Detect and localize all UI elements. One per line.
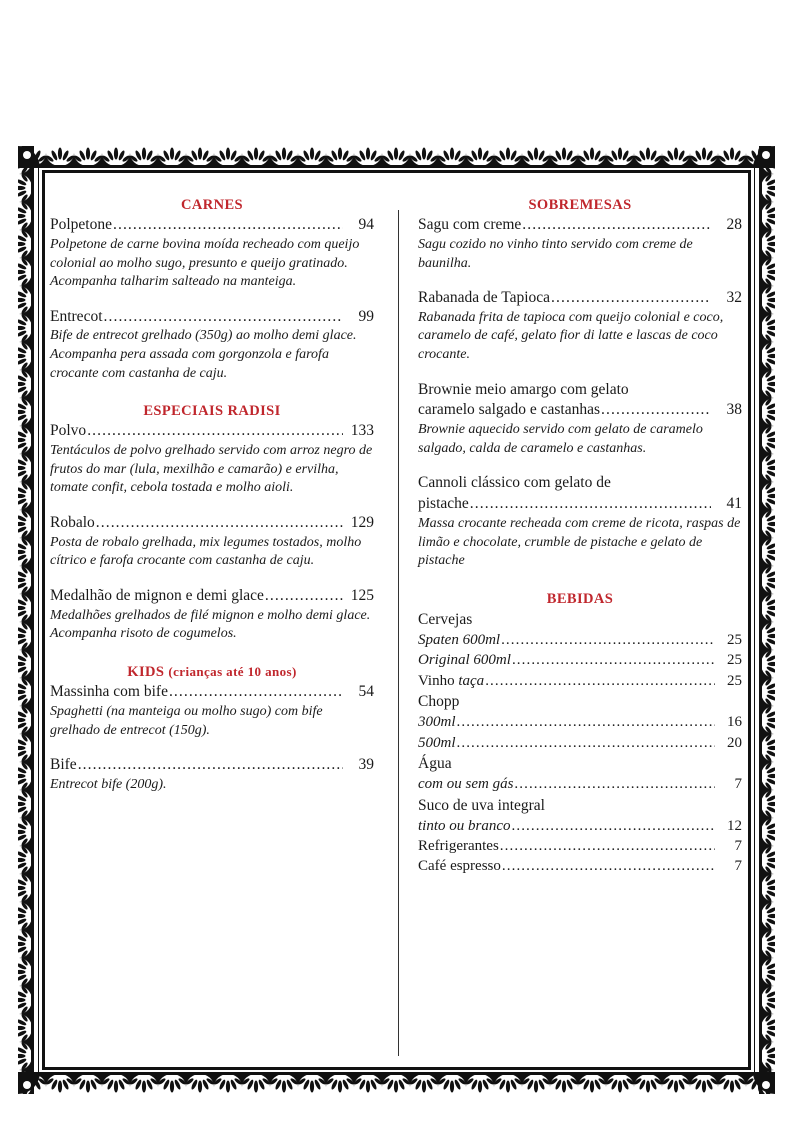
- menu-item: [50, 421, 374, 498]
- drink-group-cervejas: [418, 609, 742, 671]
- item-price-line: [50, 682, 374, 703]
- ornament-corner-bottom-left: [18, 1072, 40, 1094]
- item-price-line: [50, 421, 374, 442]
- section-heading-carnes: CARNES: [180, 197, 244, 213]
- drink-price: 25: [727, 672, 742, 689]
- item-price-line: [50, 215, 374, 236]
- item-price: 32: [726, 289, 742, 307]
- drink-price: 25: [727, 632, 742, 649]
- drink-group-chopp: [418, 691, 742, 753]
- drink-line: [418, 816, 742, 836]
- item-price-line: [418, 288, 742, 309]
- dot-leader: [78, 755, 343, 776]
- dot-leader: [104, 307, 343, 328]
- ornament-border-right: [753, 146, 775, 1094]
- dot-leader: [502, 856, 715, 876]
- dot-leader: [501, 630, 715, 650]
- item-price: 94: [358, 216, 374, 234]
- dot-leader: [551, 288, 711, 309]
- item-price-line: [418, 400, 742, 421]
- dot-leader: [514, 774, 715, 794]
- menu-item: [50, 307, 374, 384]
- drink-group-vinho: [418, 671, 742, 691]
- section-heading-especiais-radisi: ESPECIAIS RADISI: [143, 403, 281, 420]
- drink-line: [418, 733, 742, 753]
- drink-price: 7: [734, 858, 742, 875]
- dot-leader: [87, 421, 343, 442]
- dot-leader: [470, 494, 711, 515]
- item-price: 28: [726, 216, 742, 234]
- drink-name: com ou sem gás: [418, 776, 514, 793]
- item-name-first-line: Cannoli clássico com gelato de: [418, 474, 611, 492]
- item-name: Massinha com bife: [50, 683, 168, 701]
- item-price-line: [50, 307, 374, 328]
- menu-item: [50, 215, 374, 292]
- menu-item: [50, 682, 374, 740]
- drink-name-roman: Vinho: [418, 672, 459, 689]
- item-description: Spaghetti (na manteiga ou molho sugo) com bife grelhado de entrecot (150g).: [50, 703, 323, 738]
- drink-price: 7: [734, 837, 742, 854]
- drink-name: 500ml: [418, 734, 456, 751]
- drink-price: 20: [727, 734, 742, 751]
- item-price-line: [418, 494, 742, 515]
- item-name: caramelo salgado e castanhas: [418, 401, 601, 419]
- section-heading-kids-sub: (crianças até 10 anos): [168, 664, 297, 679]
- menu-item: [50, 755, 374, 794]
- item-name: pistache: [418, 495, 469, 513]
- item-description: Bife de entrecot grelhado (350g) ao molho demi glace. Acompanha pera assada com gorgonzola e farofa crocante com castanha de caju.: [50, 328, 357, 381]
- item-price-line: [418, 215, 742, 236]
- drink-price: 25: [727, 652, 742, 669]
- item-description: Rabanada frita de tapioca com queijo colonial e coco, caramelo de café, gelato fior di latte e lascas de coco crocante.: [418, 309, 724, 363]
- item-price: 129: [350, 514, 374, 532]
- item-name: Entrecot: [50, 307, 103, 325]
- item-price-line: [50, 513, 374, 534]
- dot-leader: [500, 836, 715, 856]
- item-price: 54: [358, 683, 374, 701]
- dot-leader: [113, 215, 343, 236]
- section-heading-bebidas: BEBIDAS: [546, 590, 614, 607]
- drink-group-label: Chopp: [418, 693, 460, 711]
- item-name: Sagu com creme: [418, 216, 522, 234]
- item-price-line: [50, 586, 374, 607]
- menu-item: [418, 215, 742, 273]
- item-name: Rabanada de Tapioca: [418, 289, 551, 307]
- drink-name: 300ml: [418, 714, 456, 731]
- dot-leader: [96, 513, 343, 534]
- item-name: Bife: [50, 756, 77, 774]
- item-name: Medalhão de mignon e demi glace: [50, 587, 264, 605]
- drink-group-label: Cervejas: [418, 610, 473, 628]
- item-price: 41: [726, 495, 742, 513]
- item-price: 133: [350, 422, 374, 440]
- menu-item: [50, 586, 374, 644]
- drink-line: [418, 856, 742, 876]
- drink-group-agua: [418, 753, 742, 794]
- section-heading-kids: [50, 663, 374, 681]
- menu-item: [50, 513, 374, 571]
- ornament-corner-top-left: [18, 146, 40, 168]
- ornament-border-left: [18, 146, 40, 1094]
- drink-name: Refrigerantes: [418, 837, 499, 854]
- ornament-border-top: [18, 146, 775, 168]
- column-divider: [398, 210, 399, 1056]
- item-price: 38: [726, 401, 742, 419]
- dot-leader: [265, 586, 343, 607]
- item-price-line: [50, 755, 374, 776]
- drink-line: [418, 836, 742, 856]
- drink-name: [418, 671, 484, 691]
- drink-name: Original 600ml: [418, 652, 511, 669]
- item-description: Entrecot bife (200g).: [50, 776, 167, 792]
- drink-name: tinto ou branco: [418, 817, 511, 834]
- dot-leader: [457, 733, 716, 753]
- drink-line: [418, 650, 742, 670]
- drink-group-outros: [418, 836, 742, 877]
- item-name: Polvo: [50, 422, 87, 440]
- dot-leader: [485, 671, 715, 691]
- dot-leader: [512, 816, 716, 836]
- drink-name-italic: taça: [458, 672, 485, 689]
- dot-leader: [512, 650, 715, 670]
- ornament-corner-bottom-right: [753, 1072, 775, 1094]
- menu-column-left: [50, 196, 396, 1056]
- drink-group-label: Água: [418, 755, 452, 773]
- dot-leader: [601, 400, 711, 421]
- item-description: Polpetone de carne bovina moída recheado com queijo colonial ao molho sugo, presunto e queijo gratinado. Acompanha talharim salteado na manteiga.: [50, 236, 360, 290]
- ornament-corner-top-right: [753, 146, 775, 168]
- drink-price: 16: [727, 714, 742, 731]
- menu-item: [418, 473, 742, 570]
- item-price: 99: [358, 307, 374, 325]
- drink-line: [418, 671, 742, 691]
- item-description: Tentáculos de polvo grelhado servido com arroz negro de frutos do mar (lula, mexilhão e camarão) e ervilha, tomate confit, cebola tostada e molho aioli.: [50, 443, 373, 496]
- drink-name: Café espresso: [418, 858, 501, 875]
- drink-group-suco: [418, 795, 742, 836]
- section-heading-kids-main: KIDS: [127, 664, 165, 680]
- dot-leader: [522, 215, 711, 236]
- drink-price: 7: [734, 776, 742, 793]
- drink-price: 12: [727, 817, 742, 834]
- item-name: Polpetone: [50, 216, 112, 234]
- ornament-border-bottom: [18, 1072, 775, 1094]
- drink-line: [418, 630, 742, 650]
- menu-item: [418, 288, 742, 365]
- drink-line: [418, 774, 742, 794]
- dot-leader: [169, 682, 343, 703]
- menu-column-right: [396, 196, 742, 1056]
- item-description: Brownie aquecido servido com gelato de caramelo salgado, calda de caramelo e castanhas.: [418, 422, 703, 456]
- item-description: Sagu cozido no vinho tinto servido com creme de baunilha.: [418, 236, 693, 271]
- item-price: 125: [350, 587, 374, 605]
- item-price: 39: [358, 756, 374, 774]
- item-description: Posta de robalo grelhada, mix legumes tostados, molho cítrico e farofa crocante com castanha de caju.: [50, 534, 362, 569]
- drink-group-label: Suco de uva integral: [418, 796, 545, 814]
- drink-line: [418, 712, 742, 732]
- dot-leader: [457, 712, 716, 732]
- item-name: Robalo: [50, 514, 95, 532]
- item-name-first-line: Brownie meio amargo com gelato: [418, 380, 629, 398]
- section-heading-sobremesas: SOBREMESAS: [528, 197, 632, 213]
- menu-content: [50, 196, 743, 1056]
- item-description: Medalhões grelhados de filé mignon e molho demi glace. Acompanha risoto de cogumelos.: [50, 607, 371, 642]
- item-description: Massa crocante recheada com creme de ricota, raspas de limão e chocolate, crumble de pistache e gelato de pistache: [418, 515, 741, 569]
- drink-name: Spaten 600ml: [418, 632, 501, 649]
- menu-item: [418, 380, 742, 459]
